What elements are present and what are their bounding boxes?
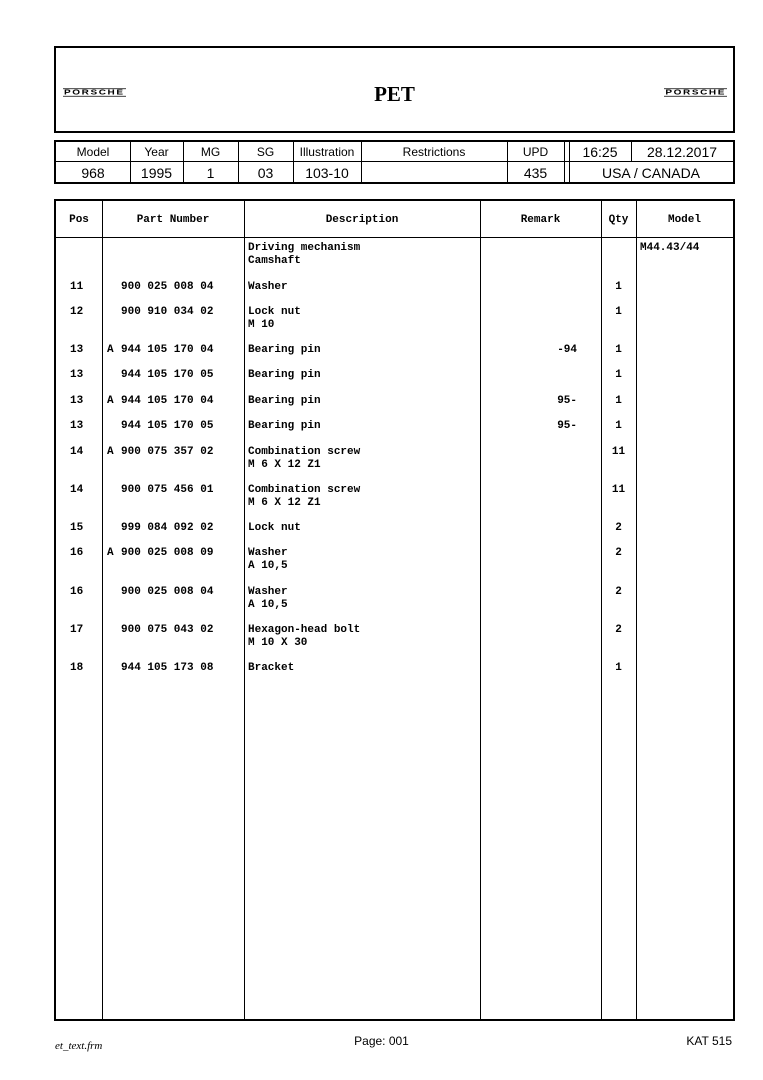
table-row (56, 624, 733, 662)
qty-cell: 11 (611, 446, 626, 458)
description-cell: Combination screw (248, 484, 361, 496)
page-header (54, 46, 735, 133)
qty-cell: 1 (615, 306, 622, 318)
brand-logo-right: PORSCHE (665, 88, 726, 97)
part-number-cell: 944 105 170 05 (121, 420, 214, 432)
description-cell: Bearing pin (248, 344, 321, 356)
column-header-qty: Qty (608, 214, 629, 226)
template-name: et_text.frm (55, 1040, 103, 1052)
illustration-label: Illustration (299, 145, 355, 159)
pos-cell: 13 (70, 344, 84, 356)
description-cell: Bearing pin (248, 395, 321, 407)
part-number-cell: 900 910 034 02 (121, 306, 214, 318)
qty-cell: 1 (615, 662, 622, 674)
part-number-cell: 900 025 008 04 (121, 281, 214, 293)
column-header-description: Description (325, 214, 399, 226)
description-cell: Lock nut (248, 306, 301, 318)
brand-logo-left: PORSCHE (64, 88, 125, 97)
part-number-cell: 900 075 456 01 (121, 484, 214, 496)
column-header-pos: Pos (69, 214, 89, 226)
qty-cell: 1 (615, 344, 622, 356)
description-cell: Bracket (248, 662, 295, 674)
description-detail-cell: M 6 X 12 Z1 (248, 497, 321, 509)
qty-cell: 1 (615, 369, 622, 381)
column-header-part-number: Part Number (136, 214, 210, 226)
part-number-cell: 900 025 008 09 (121, 547, 214, 559)
pos-cell: 16 (70, 586, 84, 598)
year-label: Year (144, 145, 169, 159)
qty-cell: 2 (615, 624, 622, 636)
remark-cell: 95- (557, 420, 577, 432)
description-cell: Bearing pin (248, 420, 321, 432)
description-cell: Washer (248, 547, 288, 559)
table-row (56, 306, 733, 344)
year-value: 1995 (140, 165, 173, 181)
pos-cell: 14 (70, 484, 84, 496)
qty-cell: 1 (615, 281, 622, 293)
pos-cell: 15 (70, 522, 84, 534)
mg-value: 1 (206, 165, 215, 181)
illustration-value: 103-10 (305, 165, 349, 181)
upd-value: 435 (523, 165, 548, 181)
part-number-cell: 999 084 092 02 (121, 522, 214, 534)
qty-cell: 2 (615, 586, 622, 598)
description-cell: Hexagon-head bolt (248, 624, 361, 636)
part-number-cell: 944 105 170 04 (121, 395, 214, 407)
column-header-remark: Remark (520, 214, 561, 226)
pos-cell: 13 (70, 395, 84, 407)
pos-cell: 13 (70, 420, 84, 432)
pos-cell: 13 (70, 369, 84, 381)
page-title: PET (374, 82, 415, 106)
mg-label: MG (200, 145, 221, 159)
catalog-number: KAT 515 (686, 1034, 732, 1048)
description-cell: Combination screw (248, 446, 361, 458)
model-label: Model (76, 145, 110, 159)
flag-cell: A (107, 547, 114, 559)
description-detail-cell: M 10 (248, 319, 275, 331)
column-header-model: Model (667, 214, 701, 226)
table-row (56, 484, 733, 522)
date-value: 28.12.2017 (646, 144, 718, 160)
pos-cell: 16 (70, 547, 84, 559)
model-value: 968 (81, 165, 105, 181)
qty-cell: 1 (615, 420, 622, 432)
table-row (56, 662, 733, 700)
description-cell: Bearing pin (248, 369, 321, 381)
pos-cell: 17 (70, 624, 84, 636)
description-cell: Washer (248, 281, 288, 293)
qty-cell: 2 (615, 522, 622, 534)
remark-cell: 95- (557, 395, 577, 407)
page-number: Page: 001 (354, 1034, 409, 1048)
part-number-cell: 944 105 170 05 (121, 369, 214, 381)
flag-cell: A (107, 446, 114, 458)
part-number-cell: 944 105 170 04 (121, 344, 214, 356)
parts-table (54, 199, 735, 1021)
table-row (56, 547, 733, 585)
description-detail-cell: M 10 X 30 (248, 637, 308, 649)
qty-cell: 2 (615, 547, 622, 559)
description-detail-cell: M 6 X 12 Z1 (248, 459, 321, 471)
region-value: USA / CANADA (601, 165, 701, 181)
flag-cell: A (107, 344, 114, 356)
part-number-cell: 900 025 008 04 (121, 586, 214, 598)
pos-cell: 11 (70, 281, 84, 293)
restrictions-label: Restrictions (402, 145, 466, 159)
qty-cell: 1 (615, 395, 622, 407)
description-cell: Lock nut (248, 522, 301, 534)
time-value: 16:25 (582, 144, 618, 160)
pos-cell: 14 (70, 446, 84, 458)
sg-label: SG (256, 145, 275, 159)
pos-cell: 18 (70, 662, 84, 674)
group-subdescription: Camshaft (248, 255, 301, 267)
part-number-cell: 944 105 173 08 (121, 662, 214, 674)
upd-label: UPD (522, 145, 549, 159)
sg-value: 03 (257, 165, 274, 181)
flag-cell: A (107, 395, 114, 407)
description-detail-cell: A 10,5 (248, 560, 288, 572)
table-row (56, 446, 733, 484)
vehicle-info-table (54, 140, 735, 184)
description-cell: Washer (248, 586, 288, 598)
remark-cell: -94 (557, 344, 577, 356)
pos-cell: 12 (70, 306, 84, 318)
part-number-cell: 900 075 043 02 (121, 624, 214, 636)
model-code: M44.43/44 (640, 242, 700, 254)
qty-cell: 11 (611, 484, 626, 496)
description-detail-cell: A 10,5 (248, 599, 288, 611)
group-description: Driving mechanism (248, 242, 361, 254)
table-row (56, 586, 733, 624)
part-number-cell: 900 075 357 02 (121, 446, 214, 458)
